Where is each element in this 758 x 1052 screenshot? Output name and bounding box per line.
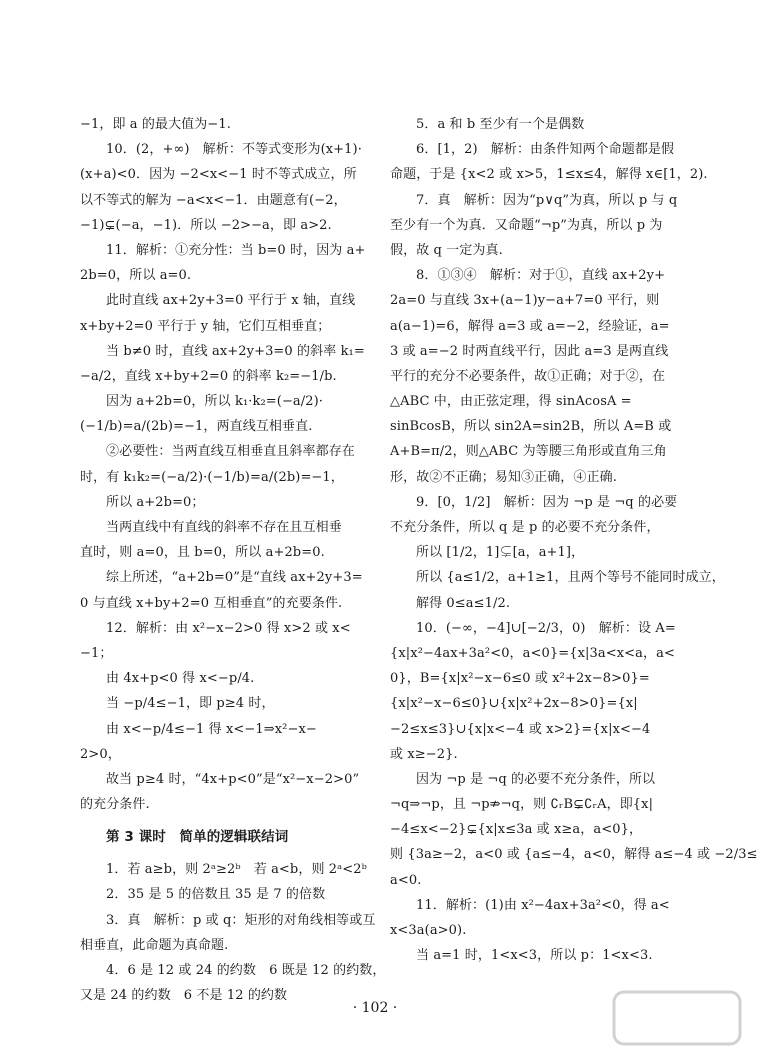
text-line: 综上所述，“a+2b=0”是“直线 ax+2y+3= xyxy=(106,570,363,586)
text-line: 9．[0，1/2] 解析：因为 ¬p 是 ¬q 的必要 xyxy=(416,494,678,510)
text-line: 故当 p≥4 时，“4x+p<0”是“x²−x−2>0” xyxy=(106,771,360,787)
text-line: 因为 ¬p 是 ¬q 的必要不充分条件，所以 xyxy=(416,771,656,787)
text-line: △ABC 中，由正弦定理，得 sinAcosA = xyxy=(390,394,632,410)
text-line: −1； xyxy=(80,645,113,661)
text-line: 又是 24 的约数 6 不是 12 的约数 xyxy=(80,988,288,1004)
text-line: a(a−1)=6，解得 a=3 或 a=−2，经验证，a= xyxy=(390,318,670,334)
text-line: 7．真 解析：因为“p∨q”为真，所以 p 与 q xyxy=(416,192,678,208)
right-column xyxy=(390,112,758,968)
text-line: 3．真 解析：p 或 q：矩形的对角线相等或互 xyxy=(106,912,376,928)
text-line: ¬q⇒¬p，且 ¬p⇏¬q，则 ∁ᵣB⊊∁ᵣA，即{x| xyxy=(390,797,654,813)
text-line: 平行的充分不必要条件，故①正确；对于②，在 xyxy=(390,368,666,384)
text-line: −2≤x≤3}∪{x|x<−4 或 x>2}={x|x<−4 xyxy=(390,721,651,737)
text-line: (x+a)<0．因为 −2<x<−1 时不等式成立，所 xyxy=(80,167,357,183)
text-line: 解得 0≤a≤1/2. xyxy=(416,595,511,611)
text-line: 2>0， xyxy=(80,746,121,762)
text-line: 或 x≥−2}. xyxy=(390,746,458,762)
text-line: 至少有一个为真．又命题“¬p”为真，所以 p 为 xyxy=(390,217,663,233)
text-line: 4．6 是 12 或 24 的约数 6 既是 12 的约数， xyxy=(106,963,386,978)
left-column xyxy=(80,112,386,1008)
text-line: −a/2，直线 x+by+2=0 的斜率 k₂=−1/b. xyxy=(80,368,337,384)
text-line: 的充分条件. xyxy=(80,797,150,813)
text-line: 所以 a+2b=0； xyxy=(106,494,205,510)
text-line: 命题，于是 {x<2 或 x>5，1≤x≤4，解得 x∈[1，2). xyxy=(390,167,708,183)
text-line: 所以 [1/2，1]⊊[a，a+1]， xyxy=(416,545,585,561)
text-line: 6．[1，2) 解析：由条件知两个命题都是假 xyxy=(416,142,675,158)
text-line: x+by+2=0 平行于 y 轴，它们互相垂直； xyxy=(80,318,331,334)
page-number: · 102 · xyxy=(352,1000,398,1016)
text-line: 12．解析：由 x²−x−2>0 得 x>2 或 x< xyxy=(106,620,351,636)
text-line: 形，故②不正确；易知③正确，④正确. xyxy=(390,469,617,485)
text-line: 由 x<−p/4≤−1 得 x<−1⇒x²−x− xyxy=(106,721,317,737)
text-line: 5．a 和 b 至少有一个是偶数 xyxy=(416,117,585,132)
section-heading: 第 3 课时 简单的逻辑联结词 xyxy=(106,829,289,846)
text-line: 直时，则 a=0，且 b=0，所以 a+2b=0. xyxy=(80,545,325,561)
text-line: −4≤x<−2}⊊{x|x≤3a 或 x≥a，a<0}， xyxy=(390,822,643,838)
text-line: 则 {3a≥−2，a<0 或 {a≤−4，a<0，解得 a≤−4 或 −2/3≤ xyxy=(390,847,758,863)
text-line: 2．35 是 5 的倍数且 35 是 7 的倍数 xyxy=(106,887,326,903)
text-line: 所以 {a≤1/2，a+1≥1，且两个等号不能同时成立， xyxy=(416,570,725,586)
text-line: 假，故 q 一定为真. xyxy=(390,242,503,258)
text-line: 以不等式的解为 −a<x<−1．由题意有(−2， xyxy=(80,192,347,208)
text-line: −1，即 a 的最大值为−1. xyxy=(80,117,231,132)
text-line: ②必要性：当两直线互相垂直且斜率都存在 xyxy=(106,444,355,460)
text-line: 11．解析：①充分性：当 b=0 时，因为 a+ xyxy=(106,242,366,258)
text-line: 由 4x+p<0 得 x<−p/4. xyxy=(106,671,255,687)
text-line: {x|x²−x−6≤0}∪{x|x²+2x−8>0}={x| xyxy=(390,696,638,712)
text-line: a<0. xyxy=(390,872,422,888)
text-line: (−1/b)=a/(2b)=−1，两直线互相垂直. xyxy=(80,419,313,435)
text-line: 因为 a+2b=0，所以 k₁·k₂=(−a/2)· xyxy=(106,394,324,410)
text-line: 时，有 k₁k₂=(−a/2)·(−1/b)=a/(2b)=−1， xyxy=(80,469,344,485)
text-line: 10．(2，+∞) 解析：不等式变形为(x+1)· xyxy=(106,142,362,158)
text-line: x<3a(a>0). xyxy=(390,923,467,938)
text-line: sinBcosB，所以 sin2A=sin2B，所以 A=B 或 xyxy=(390,419,672,435)
text-line: 不充分条件，所以 q 是 p 的必要不充分条件， xyxy=(390,520,660,535)
text-line: −1)⊊(−a，−1)．所以 −2>−a，即 a>2. xyxy=(80,217,332,233)
text-line: 11．解析：(1)由 x²−4ax+3a²<0，得 a< xyxy=(416,897,670,913)
text-line: 2a=0 与直线 3x+(a−1)y−a+7=0 平行，则 xyxy=(390,293,660,309)
text-line: 1．若 a≥b，则 2ᵃ≥2ᵇ 若 a<b，则 2ᵃ<2ᵇ xyxy=(106,862,367,878)
text-line: 当 −p/4≤−1，即 p≥4 时， xyxy=(106,696,275,712)
text-line: 0 与直线 x+by+2=0 互相垂直”的充要条件. xyxy=(80,595,343,611)
text-line: 相垂直，此命题为真命题. xyxy=(80,937,229,953)
text-line: 3 或 a=−2 时两直线平行，因此 a=3 是两直线 xyxy=(390,343,669,359)
text-line: 当两直线中有直线的斜率不存在且互相垂 xyxy=(106,520,342,535)
text-line: A+B=π/2，则△ABC 为等腰三角形或直角三角 xyxy=(390,444,667,460)
text-line: 当 a=1 时，1<x<3，所以 p：1<x<3. xyxy=(416,948,653,964)
text-line: 2b=0，所以 a=0. xyxy=(80,268,192,284)
text-line: {x|x²−4ax+3a²<0，a<0}={x|3a<x<a，a< xyxy=(390,645,675,661)
text-line: 当 b≠0 时，直线 ax+2y+3=0 的斜率 k₁= xyxy=(106,343,365,359)
text-line: 8．①③④ 解析：对于①，直线 ax+2y+ xyxy=(416,268,666,284)
watermark-logo-icon xyxy=(612,990,742,1046)
text-line: 10．(−∞，−4]∪[−2/3，0) 解析：设 A= xyxy=(416,620,676,636)
text-line: 0}，B={x|x²−x−6≤0 或 x²+2x−8>0}= xyxy=(390,671,650,687)
text-line: 此时直线 ax+2y+3=0 平行于 x 轴，直线 xyxy=(106,293,356,309)
